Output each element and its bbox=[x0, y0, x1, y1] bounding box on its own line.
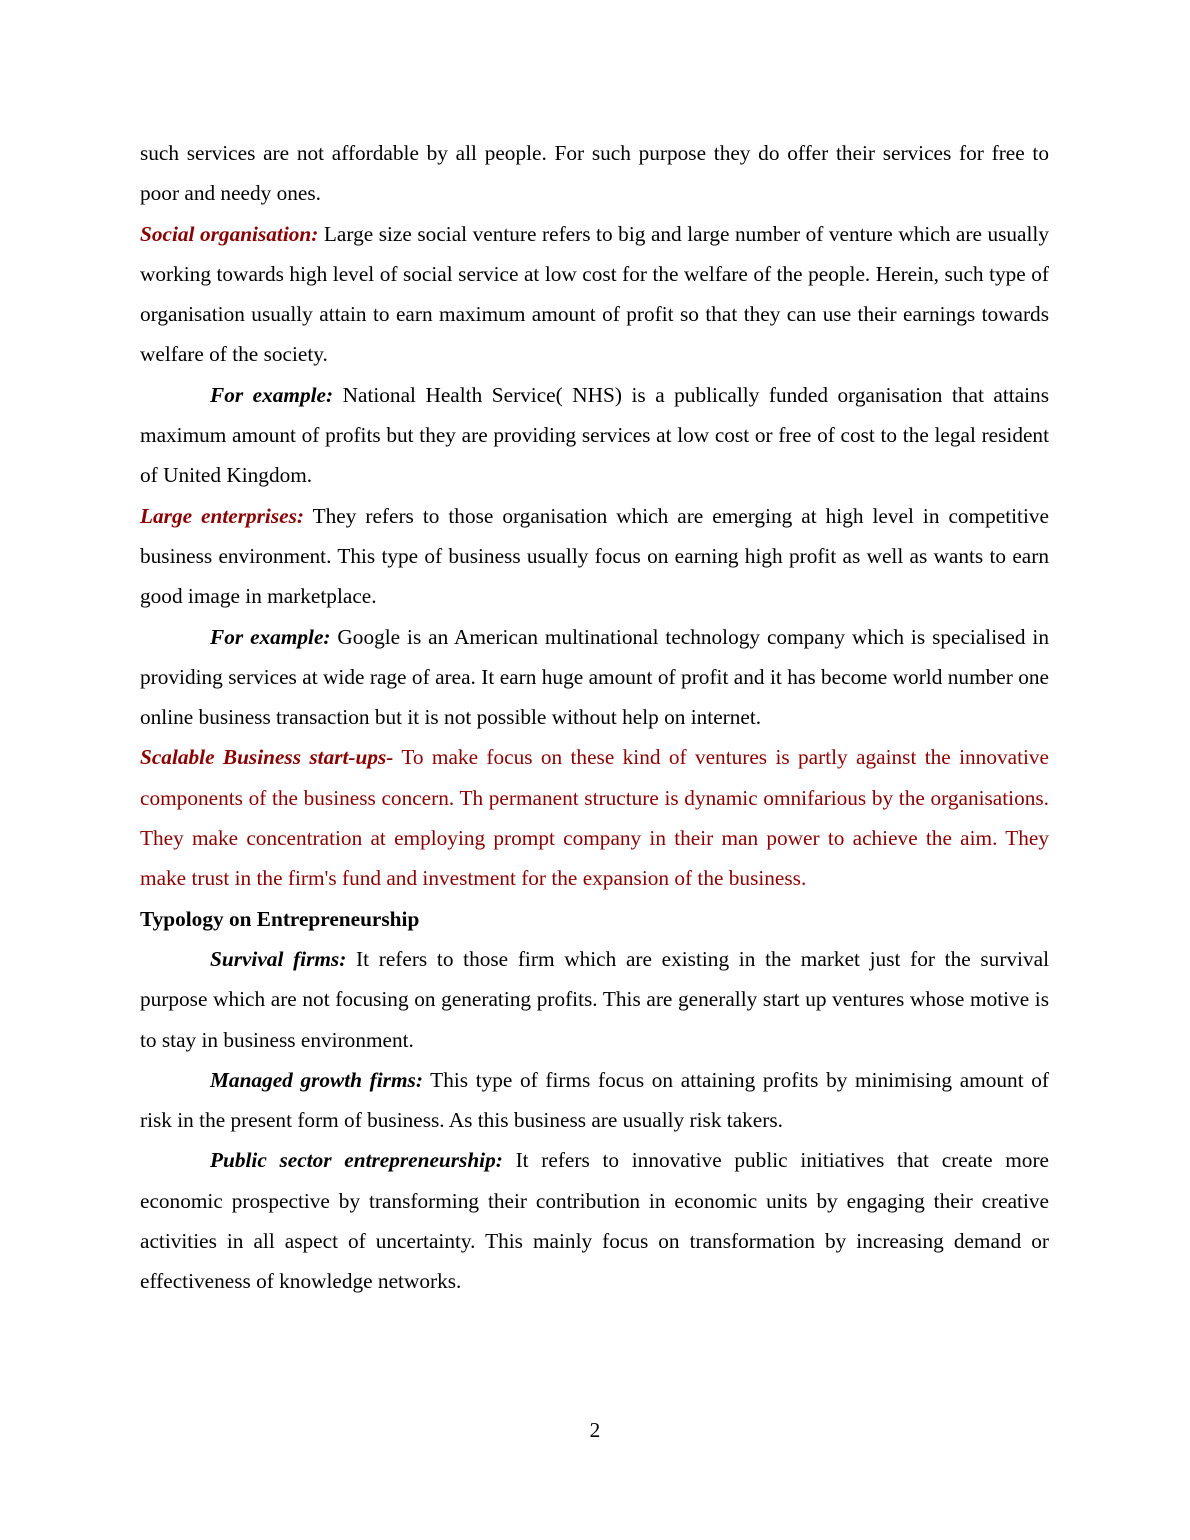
term-for-example: For example: bbox=[210, 624, 331, 649]
term-public-sector-entrepreneurship: Public sector entrepreneurship: bbox=[210, 1148, 503, 1173]
paragraph-example-nhs bbox=[140, 375, 1049, 496]
paragraph-intro bbox=[140, 133, 1049, 214]
paragraph-text: National Health Service( NHS) is a publically funded organisation that attains maximum amount of profits but they are providing services at low cost or free of cost to the legal resident of United Kingdom. bbox=[140, 382, 1049, 488]
term-survival-firms: Survival firms: bbox=[210, 946, 347, 971]
paragraph-survival-firms bbox=[140, 939, 1049, 1060]
page-number: 2 bbox=[589, 1418, 601, 1442]
paragraph-social-organisation bbox=[140, 214, 1049, 375]
paragraph-large-enterprises bbox=[140, 496, 1049, 617]
paragraph-managed-growth-firms bbox=[140, 1060, 1049, 1141]
term-social-organisation: Social organisation: bbox=[140, 221, 319, 246]
paragraph-text: This type of firms focus on attaining profits by minimising amount of risk in the present form of business. As this business are usually risk takers. bbox=[140, 1067, 1049, 1133]
document-body bbox=[140, 133, 1049, 1302]
paragraph-text: such services are not affordable by all people. For such purpose they do offer their services for free to poor and needy ones. bbox=[140, 141, 1049, 206]
paragraph-text: Google is an American multinational technology company which is specialised in providing services at wide rage of area. It earn huge amount of profit and it has become world number one online business transaction but it is not possible without help on internet. bbox=[140, 624, 1049, 730]
term-for-example: For example: bbox=[210, 382, 334, 407]
paragraph-text: It refers to those firm which are existing in the market just for the survival purpose which are not focusing on generating profits. This are generally start up ventures whose motive is to stay in business environment. bbox=[140, 946, 1049, 1052]
term-large-enterprises: Large enterprises: bbox=[140, 503, 304, 528]
paragraph-text: It refers to innovative public initiatives that create more economic prospective by transforming their contribution in economic units by engaging their creative activities in all aspect of uncertainty. This mainly focus on transformation by increasing demand or effectiveness of knowledge networks. bbox=[140, 1148, 1049, 1294]
term-managed-growth-firms: Managed growth firms: bbox=[210, 1067, 423, 1092]
paragraph-text: To make focus on these kind of ventures is partly against the innovative components of the business concern. Th permanent structure is dynamic omnifarious by the organisations. They make concentration at employing prompt company in their man power to achieve the aim. They make trust in the firm's fund and investment for the expansion of the business. bbox=[140, 745, 1050, 891]
paragraph-text: They refers to those organisation which are emerging at high level in competitive business environment. This type of business usually focus on earning high profit as well as wants to earn good image in marketplace. bbox=[140, 503, 1049, 609]
section-title: Typology on Entrepreneurship bbox=[140, 906, 420, 931]
paragraph-example-google bbox=[140, 617, 1049, 738]
paragraph-scalable-startups bbox=[140, 737, 1049, 898]
paragraph-text: Large size social venture refers to big and large number of venture which are usually working towards high level of social service at low cost for the welfare of the people. Herein, such type of organisation usually attain to earn maximum amount of profit so that they can use their earnings towards welfare of the society. bbox=[140, 221, 1049, 367]
paragraph-public-sector bbox=[140, 1140, 1049, 1301]
term-scalable-business-startups: Scalable Business start-ups- bbox=[140, 745, 394, 770]
